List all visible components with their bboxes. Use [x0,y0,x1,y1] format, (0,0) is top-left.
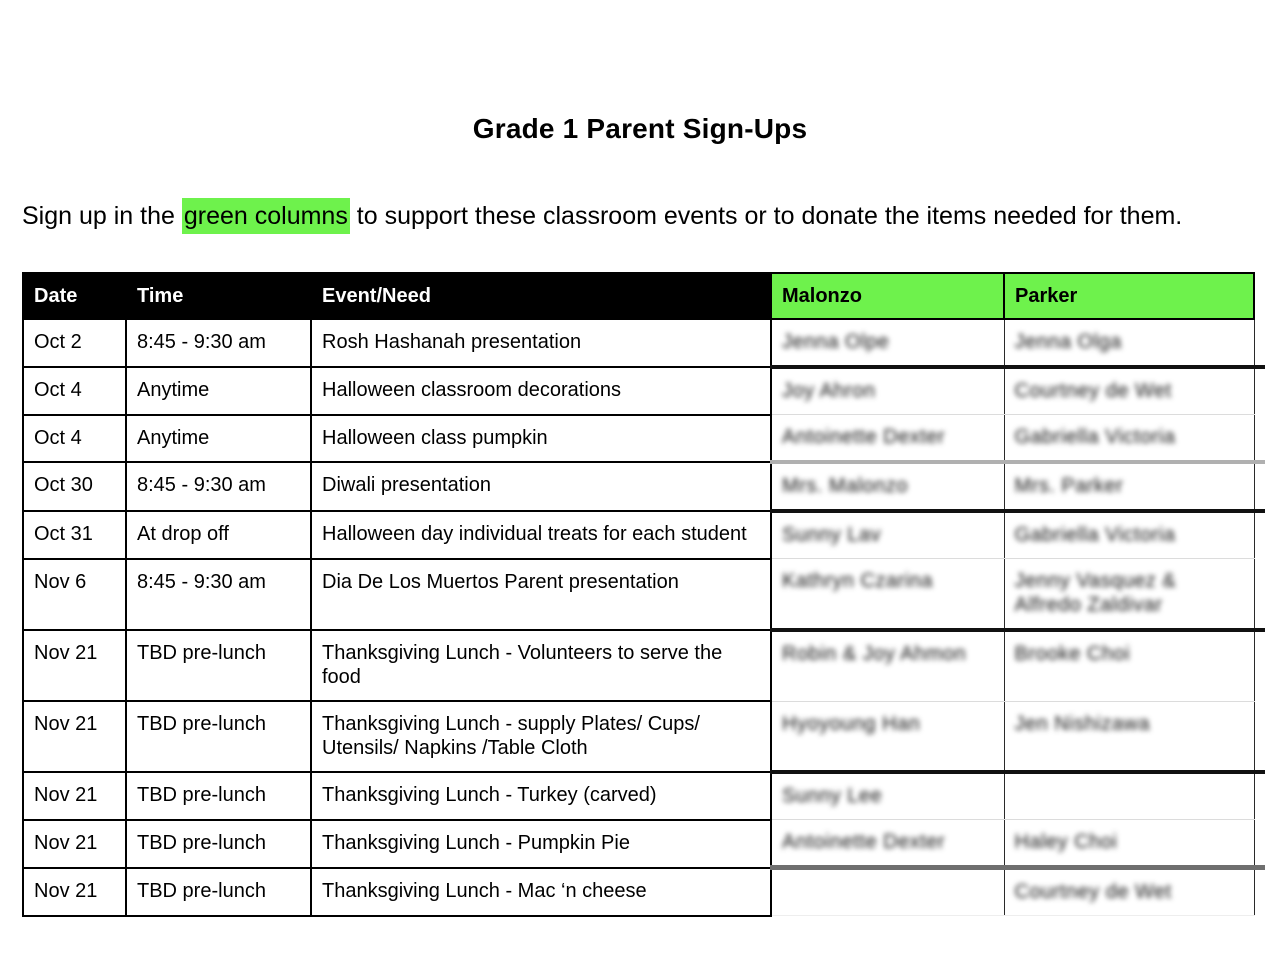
event-cell: Diwali presentation [311,462,771,511]
redacted-name: Gabriella Victoria [1014,426,1176,448]
col-header-date: Date [23,273,126,319]
time-cell: 8:45 - 9:30 am [126,462,311,511]
event-cell: Thanksgiving Lunch - Turkey (carved) [311,772,771,820]
date-cell: Oct 2 [23,319,126,367]
redacted-name: Courtney de Wet [1014,380,1172,402]
event-cell: Dia De Los Muertos Parent presentation [311,559,771,631]
malonzo-signup-cell[interactable] [771,319,1004,367]
malonzo-signup-cell[interactable] [771,701,1004,772]
date-cell: Nov 21 [23,701,126,772]
header-row [23,273,1254,319]
time-cell: 8:45 - 9:30 am [126,559,311,631]
table-row [23,462,1254,511]
table-row [23,772,1254,820]
time-cell: 8:45 - 9:30 am [126,319,311,367]
parker-signup-cell[interactable] [1004,630,1254,701]
date-cell: Oct 4 [23,415,126,463]
redacted-name: Jenny Vasquez & Alfredo Zaldivar [1014,570,1177,616]
intro-paragraph [22,196,1207,236]
redacted-name: Kathryn Czarina [782,570,933,592]
table-row [23,559,1254,631]
date-cell: Oct 31 [23,511,126,559]
parker-signup-cell[interactable] [1004,772,1254,820]
col-header-time: Time [126,273,311,319]
parker-signup-cell[interactable] [1004,367,1254,415]
redacted-name: Courtney de Wet [1014,881,1172,903]
event-cell: Thanksgiving Lunch - Mac ‘n cheese [311,868,771,916]
time-cell: TBD pre-lunch [126,820,311,868]
redacted-name: Mrs. Parker [1014,475,1124,497]
redacted-name: Joy Ahron [782,380,876,402]
malonzo-signup-cell[interactable] [771,630,1004,701]
intro-text-after: to support these classroom events or to donate the items needed for them. [349,202,1183,230]
date-cell: Nov 6 [23,559,126,631]
green-highlight-text: green columns [182,198,350,234]
malonzo-signup-cell[interactable] [771,511,1004,559]
time-cell: TBD pre-lunch [126,701,311,772]
parker-signup-cell[interactable] [1004,462,1254,511]
page-title: Grade 1 Parent Sign-Ups [472,113,808,144]
table-row [23,820,1254,868]
redacted-name: Sunny Lav [782,524,882,546]
parker-signup-cell[interactable] [1004,319,1254,367]
parker-signup-cell[interactable] [1004,701,1254,772]
malonzo-signup-cell[interactable] [771,415,1004,463]
time-cell: TBD pre-lunch [126,868,311,916]
table-body [23,319,1254,916]
col-header-event: Event/Need [311,273,771,319]
malonzo-signup-cell[interactable] [771,772,1004,820]
redacted-name: Brooke Choi [1014,643,1131,665]
intro-text-before: Sign up in the [22,202,182,230]
malonzo-signup-cell[interactable] [771,820,1004,868]
event-cell: Thanksgiving Lunch - Volunteers to serve the food [311,630,771,701]
time-cell: TBD pre-lunch [126,772,311,820]
parker-signup-cell[interactable] [1004,820,1254,868]
date-cell: Nov 21 [23,820,126,868]
table-row [23,701,1254,772]
malonzo-signup-cell[interactable] [771,462,1004,511]
redacted-name: Hyoyoung Han [782,712,921,735]
time-cell: Anytime [126,367,311,415]
date-cell: Oct 4 [23,367,126,415]
redacted-name: Mrs. Malonzo [782,475,909,497]
table-row [23,630,1254,701]
event-cell: Halloween day individual treats for each student [311,511,771,559]
table-row [23,511,1254,559]
table-row [23,367,1254,415]
redacted-name: Gabriella Victoria [1014,524,1176,546]
redacted-name: Sunny Lee [782,785,883,807]
time-cell: Anytime [126,415,311,463]
time-cell: At drop off [126,511,311,559]
document-page [0,112,1280,960]
redacted-name: Antoinette Dexter [782,426,946,448]
event-cell: Halloween classroom decorations [311,367,771,415]
redacted-name: Haley Choi [1014,831,1118,853]
parker-signup-cell[interactable] [1004,511,1254,559]
signup-table [22,272,1255,917]
redacted-name: Jenna Olga [1014,331,1122,353]
malonzo-signup-cell[interactable] [771,868,1004,916]
date-cell: Oct 30 [23,462,126,511]
table-row [23,319,1254,367]
date-cell: Nov 21 [23,772,126,820]
event-cell: Thanksgiving Lunch - Pumpkin Pie [311,820,771,868]
date-cell: Nov 21 [23,630,126,701]
table-row [23,415,1254,463]
col-header-malonzo: Malonzo [771,273,1004,319]
event-cell: Halloween class pumpkin [311,415,771,463]
date-cell: Nov 21 [23,868,126,916]
redacted-name: Jenna Olpe [782,331,890,353]
malonzo-signup-cell[interactable] [771,559,1004,631]
redacted-name: Robin & Joy Ahmon [782,643,967,665]
time-cell: TBD pre-lunch [126,630,311,701]
parker-signup-cell[interactable] [1004,415,1254,463]
parker-signup-cell[interactable] [1004,559,1254,631]
event-cell: Rosh Hashanah presentation [311,319,771,367]
col-header-parker: Parker [1004,273,1254,319]
malonzo-signup-cell[interactable] [771,367,1004,415]
event-cell: Thanksgiving Lunch - supply Plates/ Cups/ Utensils/ Napkins /Table Cloth [311,701,771,772]
table-row [23,868,1254,916]
parker-signup-cell[interactable] [1004,868,1254,916]
redacted-name: Jen Nishizawa [1014,712,1150,735]
redacted-name: Antoinette Dexter [782,831,946,853]
